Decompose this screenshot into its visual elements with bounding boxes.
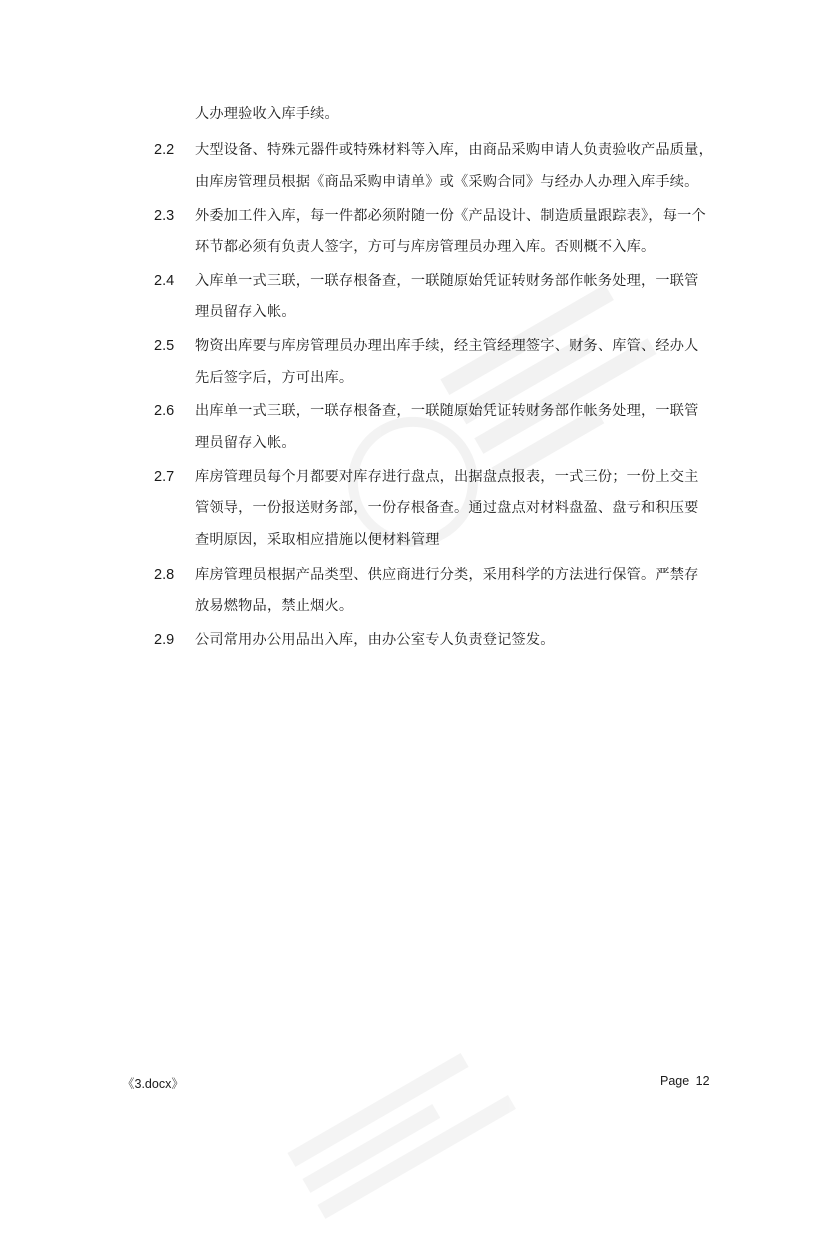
- item-number: 2.6: [154, 403, 175, 419]
- item-line: 入库单一式三联，一联存根备查，一联随原始凭证转财务部作帐务处理，一联管: [195, 273, 699, 289]
- footer-document-name: 《3.docx》: [122, 1077, 184, 1091]
- item-line: 理员留存入帐。: [195, 304, 296, 320]
- item-line: 放易燃物品，禁止烟火。: [195, 598, 354, 614]
- intro-line: 人办理验收入库手续。: [195, 106, 339, 122]
- item-line: 理员留存入帐。: [195, 435, 296, 451]
- item-line: 查明原因，采取相应措施以便材料管理: [195, 532, 440, 548]
- item-line: 库房管理员每个月都要对库存进行盘点，出据盘点报表，一式三份；一份上交主: [195, 469, 699, 485]
- watermark-bottom: [287, 1023, 572, 1257]
- item-line: 出库单一式三联，一联存根备查，一联随原始凭证转财务部作帐务处理，一联管: [195, 403, 699, 419]
- item-number: 2.5: [154, 338, 175, 354]
- item-line: 库房管理员根据产品类型、供应商进行分类，采用科学的方法进行保管。严禁存: [195, 567, 699, 583]
- item-line: 管领导，一份报送财务部，一份存根备查。通过盘点对材料盘盈、盘亏和积压要: [195, 500, 699, 516]
- item-line: 环节都必须有负责人签字，方可与库房管理员办理入库。否则概不入库。: [195, 239, 656, 255]
- item-number: 2.9: [154, 632, 175, 648]
- item-line: 由库房管理员根据《商品采购申请单》或《采购合同》与经办人办理入库手续。: [195, 174, 699, 190]
- item-line: 大型设备、特殊元器件或特殊材料等入库，由商品采购申请人负责验收产品质量，: [195, 142, 713, 158]
- item-number: 2.4: [154, 273, 175, 289]
- item-line: 公司常用办公用品出入库，由办公室专人负责登记签发。: [195, 632, 555, 648]
- item-number: 2.8: [154, 567, 175, 583]
- item-number: 2.3: [154, 208, 175, 224]
- item-number: 2.2: [154, 142, 175, 158]
- item-number: 2.7: [154, 469, 175, 485]
- item-line: 外委加工件入库，每一件都必须附随一份《产品设计、制造质量跟踪表》，每一个: [195, 208, 706, 224]
- footer-page-number: Page 12: [660, 1074, 710, 1088]
- item-line: 先后签字后，方可出库。: [195, 370, 354, 386]
- item-line: 物资出库要与库房管理员办理出库手续，经主管经理签字、财务、库管、经办人: [195, 338, 699, 354]
